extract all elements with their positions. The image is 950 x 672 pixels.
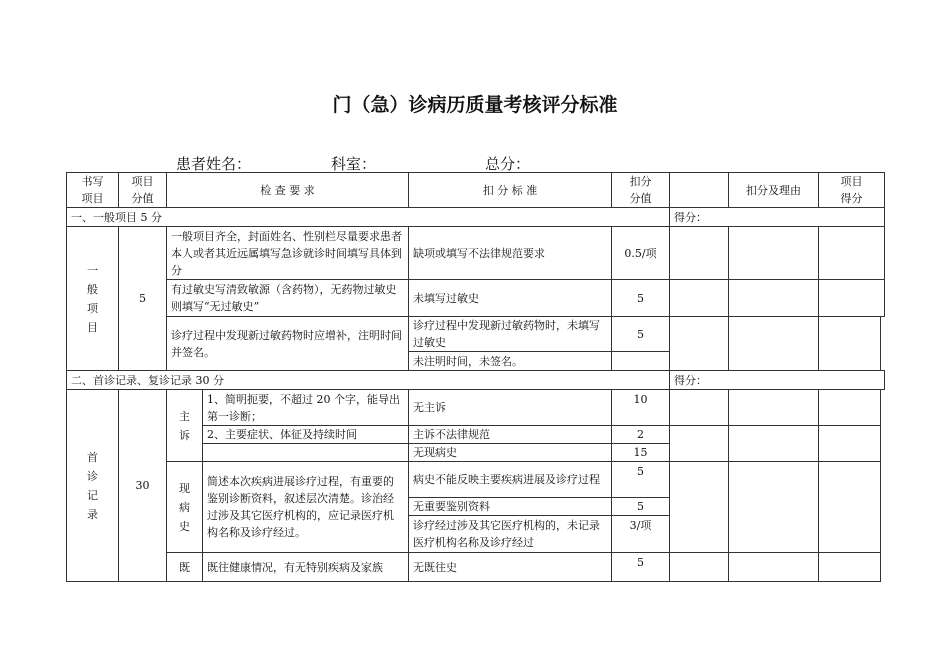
header-deduction-standard: 扣 分 标 准 [408, 172, 612, 208]
section-score-label: 得分： [669, 370, 885, 390]
requirement-text: 1、简明扼要，不超过 20 个字，能导出第一诊断； [202, 389, 409, 426]
item-total-cell [818, 389, 881, 426]
header-deduction-points: 扣分 分值 [611, 172, 670, 208]
blank-cell [669, 226, 729, 280]
page-title: 门（急）诊病历质量考核评分标准 [332, 94, 618, 116]
sub-item-present-illness: 现 病 史 [166, 461, 203, 553]
deduction-standard: 无重要鉴别资料 [408, 497, 612, 516]
item-score-general: 5 [118, 226, 167, 371]
blank-cell [669, 389, 729, 426]
deduction-points: 5 [611, 279, 670, 317]
item-name-general: 一 般 项 目 [66, 226, 119, 371]
deduction-standard: 无现病史 [408, 443, 612, 462]
deduction-points [611, 351, 670, 371]
blank-cell [669, 461, 729, 553]
item-total-cell [818, 461, 881, 553]
requirement-text [202, 443, 409, 462]
item-score-first-visit: 30 [118, 389, 167, 582]
reason-cell [728, 226, 819, 280]
header-item: 书写 项目 [66, 172, 119, 208]
reason-cell [728, 279, 819, 317]
section-score-label: 得分： [669, 207, 885, 227]
blank-cell [669, 425, 729, 462]
header-item-score: 项目 分值 [118, 172, 167, 208]
blank-cell [669, 552, 729, 582]
deduction-points: 15 [611, 443, 670, 462]
deduction-standard: 诊疗过程中发现新过敏药物时，未填写过敏史 [408, 316, 612, 352]
deduction-points: 10 [611, 389, 670, 426]
reason-cell [728, 461, 819, 553]
deduction-points: 5 [611, 497, 670, 516]
blank-cell [669, 279, 729, 317]
header-reason: 扣分及理由 [728, 172, 819, 208]
sub-item-past-history: 既 [166, 552, 203, 582]
deduction-points: 5 [611, 316, 670, 352]
reason-cell [728, 552, 819, 582]
reason-cell [728, 316, 819, 371]
department-label: 科室： [331, 155, 377, 173]
reason-cell [728, 389, 819, 426]
section-heading: 一、一般项目 5 分 [66, 207, 670, 227]
deduction-points: 2 [611, 425, 670, 444]
deduction-points: 5 [611, 461, 670, 498]
deduction-standard: 无既往史 [408, 552, 612, 582]
reason-cell [728, 425, 819, 462]
requirement-text: 有过敏史写清致敏源（含药物），无药物过敏史则填写“无过敏史” [166, 279, 409, 317]
deduction-standard: 病史不能反映主要疾病进展及诊疗过程 [408, 461, 612, 498]
requirement-text: 简述本次疾病进展诊疗过程，有重要的鉴别诊断资料，叙述层次清楚。诊治经过涉及其它医疗机构的，应记录医疗机构名称及诊疗经过。 [202, 461, 409, 553]
deduction-standard: 诊疗经过涉及其它医疗机构的，未记录医疗机构名称及诊疗经过 [408, 515, 612, 553]
item-total-cell [818, 226, 885, 280]
item-name-first-visit: 首 诊 记 录 [66, 389, 119, 582]
deduction-points: 0.5/项 [611, 226, 670, 280]
patient-name-label: 患者姓名： [176, 155, 252, 173]
deduction-standard: 缺项或填写不法律规范要求 [408, 226, 612, 280]
requirement-text: 2、主要症状、体征及持续时间 [202, 425, 409, 444]
header-item-total: 项目 得分 [818, 172, 885, 208]
deduction-standard: 未注明时间，未签名。 [408, 351, 612, 371]
requirement-text: 既往健康情况，有无特别疾病及家族 [202, 552, 409, 582]
total-score-label: 总分： [485, 155, 531, 173]
deduction-standard: 无主诉 [408, 389, 612, 426]
requirement-text: 一般项目齐全，封面姓名、性别栏尽量要求患者本人或者其近远属填写急诊就诊时间填写具体到分 [166, 226, 409, 280]
sub-item-chief-complaint: 主 诉 [166, 389, 203, 462]
deduction-points: 5 [611, 552, 670, 582]
item-total-cell [818, 425, 881, 462]
item-total-cell [818, 552, 881, 582]
deduction-standard: 主诉不法律规范 [408, 425, 612, 444]
deduction-standard: 未填写过敏史 [408, 279, 612, 317]
blank-cell [669, 316, 729, 371]
header-blank [669, 172, 729, 208]
deduction-points: 3/项 [611, 515, 670, 553]
header-requirement: 检 查 要 求 [166, 172, 409, 208]
item-total-cell [818, 316, 881, 371]
requirement-text: 诊疗过程中发现新过敏药物时应增补，注明时间并签名。 [166, 316, 409, 371]
item-total-cell [818, 279, 885, 317]
section-heading: 二、首诊记录、复诊记录 30 分 [66, 370, 670, 390]
